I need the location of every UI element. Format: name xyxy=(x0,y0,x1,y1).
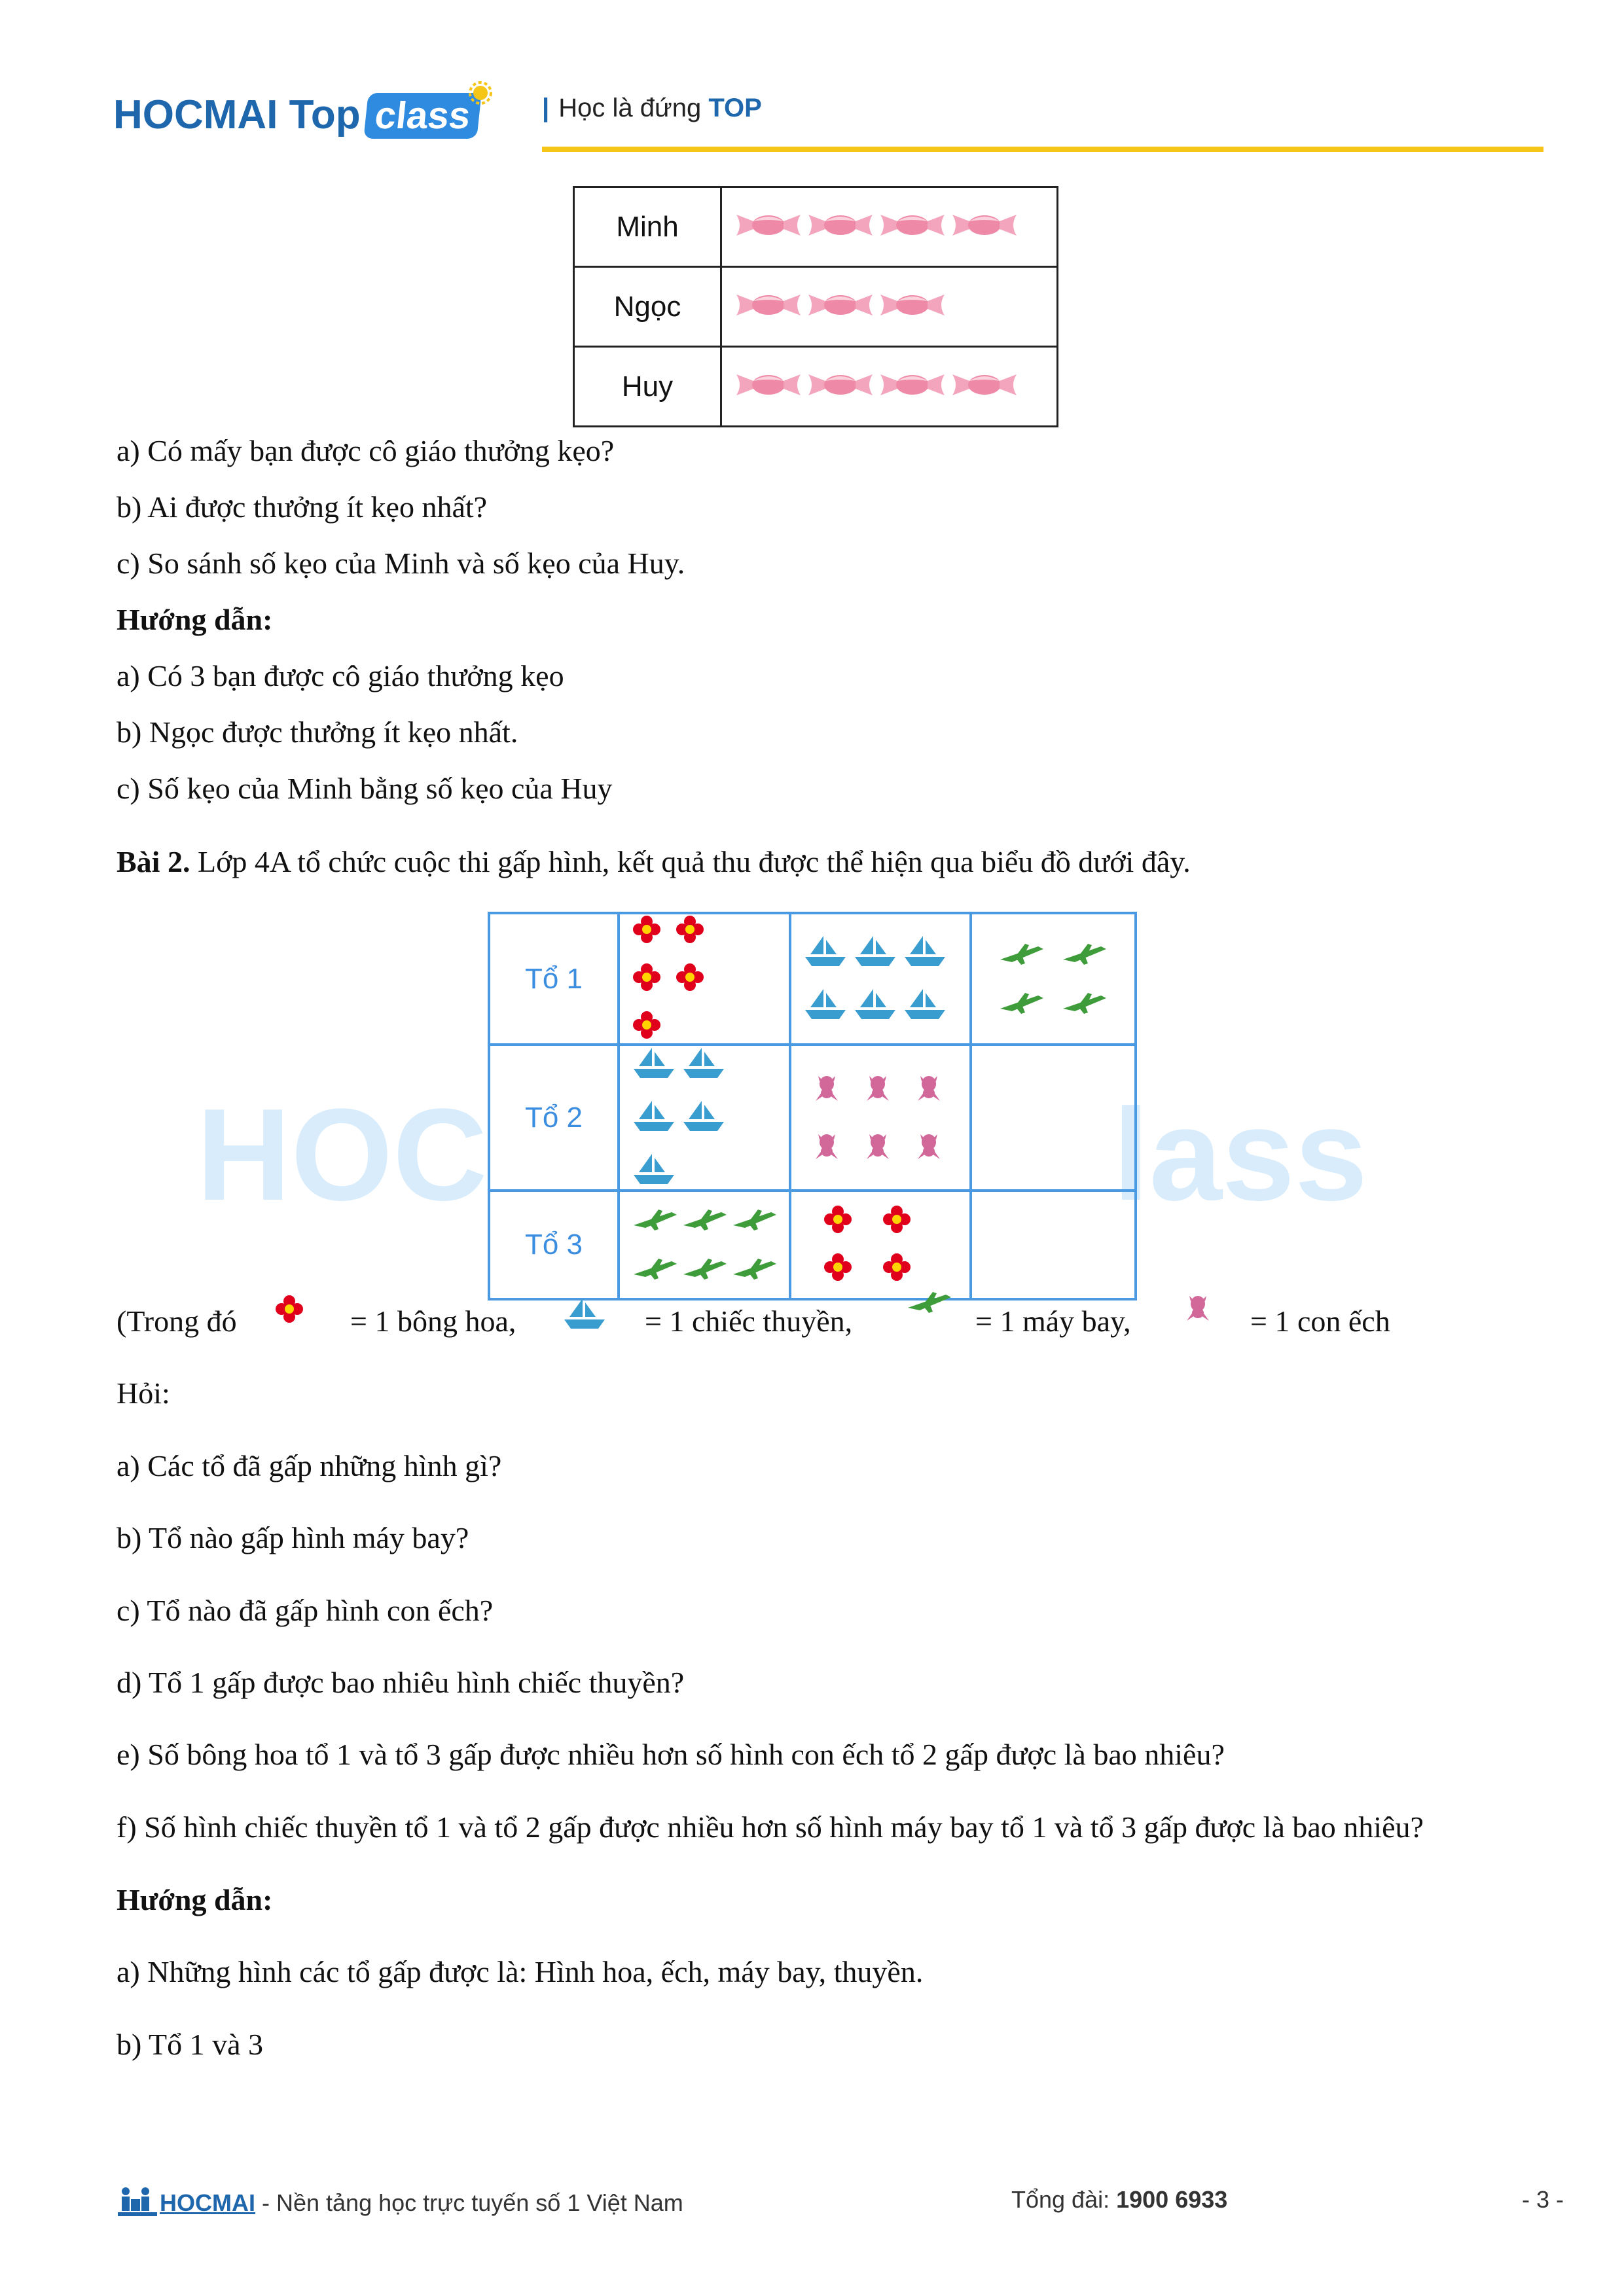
plane-icon xyxy=(632,1255,676,1284)
guide-title xyxy=(117,1882,272,1917)
frog-icon xyxy=(861,1071,894,1107)
candy-icon xyxy=(950,367,1019,406)
candy-icon xyxy=(806,207,875,247)
table-row xyxy=(574,347,1058,427)
candy-icon xyxy=(734,207,803,247)
q2-answer-b: b) Tổ 1 và 3 xyxy=(117,2028,264,2061)
plane-icon xyxy=(1062,940,1108,969)
flower-icon xyxy=(632,963,661,995)
frog-icon xyxy=(912,1129,945,1165)
boat-icon xyxy=(682,1100,725,1136)
boat-icon xyxy=(854,988,897,1024)
hotline-number: 1900 6933 xyxy=(1116,2186,1228,2213)
candy-name: Ngọc xyxy=(574,267,721,347)
team-label: Tổ 1 xyxy=(489,913,619,1045)
q2-a: a) Các tổ đã gấp những hình gì? xyxy=(117,1449,502,1482)
slogan xyxy=(542,94,762,123)
legend-plane-icon xyxy=(907,1288,952,1318)
plane-icon xyxy=(999,989,1045,1018)
boat-icon xyxy=(632,1100,676,1136)
candy-icon xyxy=(734,287,803,327)
table-row xyxy=(574,267,1058,347)
frog-icon xyxy=(861,1129,894,1165)
team-label: Tổ 3 xyxy=(489,1191,619,1299)
candy-name: Minh xyxy=(574,187,721,267)
watermark-right: lass xyxy=(1113,1082,1368,1228)
footer-left xyxy=(117,2186,683,2217)
chart-cell xyxy=(790,1045,971,1191)
legend-boat: = 1 chiếc thuyền, xyxy=(645,1304,853,1338)
plane-icon xyxy=(999,940,1045,969)
chart-cell xyxy=(619,1045,790,1191)
q1-answer-b: b) Ngọc được thưởng ít kẹo nhất. xyxy=(117,715,518,749)
q1-answer-a: a) Có 3 bạn được cô giáo thưởng kẹo xyxy=(117,659,564,692)
q1-a: a) Có mấy bạn được cô giáo thưởng kẹo? xyxy=(117,434,615,467)
flower-icon xyxy=(882,1205,911,1237)
candy-table xyxy=(573,186,1058,427)
candy-icon xyxy=(806,367,875,406)
q1-b: b) Ai được thưởng ít kẹo nhất? xyxy=(117,490,488,524)
candy-icon xyxy=(734,367,803,406)
chart-cell xyxy=(971,913,1136,1045)
bai2-text: Lớp 4A tổ chức cuộc thi gấp hình, kết quả thu được thể hiện qua biểu đồ dưới đây. xyxy=(190,845,1191,878)
legend-boat-icon xyxy=(563,1297,606,1333)
q1-answer-c: c) Số kẹo của Minh bằng số kẹo của Huy xyxy=(117,772,613,805)
candy-name: Huy xyxy=(574,347,721,427)
legend-open: (Trong đó xyxy=(117,1304,237,1338)
chart-row xyxy=(489,1045,1136,1191)
footer-hotline xyxy=(1011,2186,1227,2214)
hocmai-logo-icon xyxy=(117,2186,160,2217)
flower-icon xyxy=(823,1205,852,1237)
boat-icon xyxy=(682,1047,725,1083)
q2-d: d) Tổ 1 gấp được bao nhiêu hình chiếc thuyền? xyxy=(117,1666,685,1699)
plane-icon xyxy=(1062,989,1108,1018)
sun-icon xyxy=(467,80,494,106)
q2-b: b) Tổ nào gấp hình máy bay? xyxy=(117,1521,469,1554)
legend-flower-icon xyxy=(275,1295,304,1327)
chart-row xyxy=(489,1191,1136,1299)
slogan-bar: | xyxy=(542,94,550,122)
guide-title-text: Hướng dẫn: xyxy=(117,1883,273,1916)
q2-answer-a: a) Những hình các tổ gấp được là: Hình hoa, ếch, máy bay, thuyền. xyxy=(117,1955,924,1988)
brand-logo xyxy=(113,92,479,139)
candy-icon xyxy=(806,287,875,327)
slogan-text: Học là đứng xyxy=(558,94,702,122)
plane-icon xyxy=(732,1206,775,1235)
chart-cell xyxy=(619,913,790,1045)
boat-icon xyxy=(804,935,847,971)
q2-hoi: Hỏi: xyxy=(117,1376,170,1410)
bai2-heading xyxy=(117,844,1191,879)
table-row xyxy=(574,187,1058,267)
footer-brand[interactable]: HOCMAI xyxy=(160,2189,255,2216)
plane-icon xyxy=(732,1255,775,1284)
legend-frog: = 1 con ếch xyxy=(1250,1304,1390,1338)
chart-cell xyxy=(790,1191,971,1299)
guide-title xyxy=(117,602,272,637)
brand-class: class xyxy=(363,93,482,139)
candy-icon xyxy=(878,287,947,327)
flower-icon xyxy=(882,1253,911,1285)
frog-icon xyxy=(912,1071,945,1107)
q1-c: c) So sánh số kẹo của Minh và số kẹo của Huy. xyxy=(117,547,685,580)
legend-plane: = 1 máy bay, xyxy=(975,1304,1131,1338)
candy-icon xyxy=(878,207,947,247)
header-divider xyxy=(542,147,1543,152)
brand-main: HOCMAI Top xyxy=(113,92,361,137)
q2-c: c) Tổ nào đã gấp hình con ếch? xyxy=(117,1594,494,1627)
candy-icon xyxy=(950,207,1019,247)
bai2-label: Bài 2. xyxy=(117,845,190,878)
boat-icon xyxy=(804,988,847,1024)
candy-cell xyxy=(721,187,1058,267)
plane-icon xyxy=(682,1255,725,1284)
frog-icon xyxy=(810,1129,843,1165)
chart-cell xyxy=(971,1191,1136,1299)
candy-icon xyxy=(878,367,947,406)
plane-icon xyxy=(682,1206,725,1235)
legend-flower: = 1 bông hoa, xyxy=(350,1304,516,1338)
flower-icon xyxy=(632,1011,661,1043)
q2-e: e) Số bông hoa tổ 1 và tổ 3 gấp được nhiều hơn số hình con ếch tổ 2 gấp được là bao nhiêu? xyxy=(117,1738,1225,1771)
candy-cell xyxy=(721,347,1058,427)
watermark-left: HOC xyxy=(196,1082,488,1228)
boat-icon xyxy=(854,935,897,971)
flower-icon xyxy=(676,915,704,947)
plane-icon xyxy=(632,1206,676,1235)
page-number: - 3 - xyxy=(1522,2186,1564,2213)
legend-frog-icon xyxy=(1182,1291,1214,1327)
boat-icon xyxy=(903,935,947,971)
guide-title-text: Hướng dẫn: xyxy=(117,603,273,636)
chart-cell xyxy=(619,1191,790,1299)
flower-icon xyxy=(632,915,661,947)
candy-cell xyxy=(721,267,1058,347)
flower-icon xyxy=(676,963,704,995)
chart-cell xyxy=(790,913,971,1045)
frog-icon xyxy=(810,1071,843,1107)
boat-icon xyxy=(632,1153,676,1189)
chart-cell xyxy=(971,1045,1136,1191)
flower-icon xyxy=(823,1253,852,1285)
footer-tagline: - Nền tảng học trực tuyến số 1 Việt Nam xyxy=(255,2189,683,2216)
hotline-label: Tổng đài: xyxy=(1011,2186,1117,2213)
slogan-top: TOP xyxy=(708,94,762,122)
boat-icon xyxy=(903,988,947,1024)
boat-icon xyxy=(632,1047,676,1083)
chart-row xyxy=(489,913,1136,1045)
q2-f: f) Số hình chiếc thuyền tổ 1 và tổ 2 gấp được nhiều hơn số hình máy bay tổ 1 và tổ 3 gấp được là bao nhiêu? xyxy=(117,1810,1424,1844)
team-label: Tổ 2 xyxy=(489,1045,619,1191)
origami-chart xyxy=(488,912,1137,1300)
